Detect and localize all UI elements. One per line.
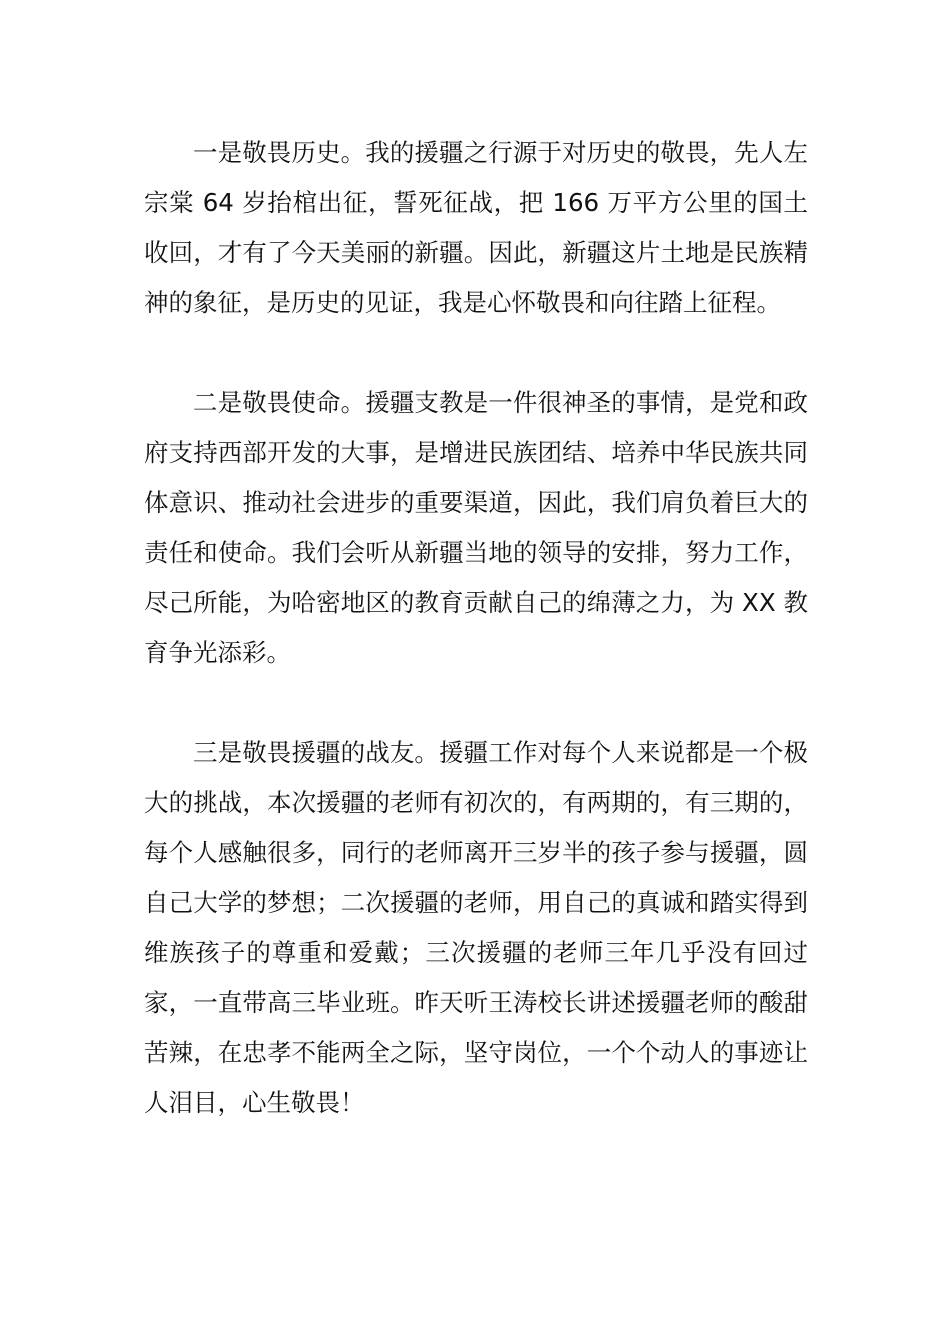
paragraph-respect-mission: 二是敬畏使命。援疆支教是一件很神圣的事情，是党和政府支持西部开发的大事，是增进民族团结、培养中华民族共同体意识、推动社会进步的重要渠道，因此，我们肩负着巨大的责任和使命。我们会听从新疆当地的领导的安排，努力工作，尽己所能，为哈密地区的教育贡献自己的绵薄之力，为 XX 教育争光添彩。 <box>144 388 808 667</box>
paragraph-respect-comrades: 三是敬畏援疆的战友。援疆工作对每个人来说都是一个极大的挑战，本次援疆的老师有初次的，有两期的，有三期的，每个人感触很多，同行的老师离开三岁半的孩子参与援疆，圆自己大学的梦想；二次援疆的老师，用自己的真诚和踏实得到维族孩子的尊重和爱戴；三次援疆的老师三年几乎没有回过家，一直带高三毕业班。昨天听王涛校长讲述援疆老师的酸甜苦辣，在忠孝不能两全之际，坚守岗位，一个个动人的事迹让人泪目，心生敬畏！ <box>144 738 808 1117</box>
document-body <box>144 128 808 1178</box>
paragraph-respect-history: 一是敬畏历史。我的援疆之行源于对历史的敬畏，先人左宗棠 64 岁抬棺出征，誓死征战，把 166 万平方公里的国土收回，才有了今天美丽的新疆。因此，新疆这片土地是民族精神的象征，是历史的见证，我是心怀敬畏和向往踏上征程。 <box>144 138 808 317</box>
